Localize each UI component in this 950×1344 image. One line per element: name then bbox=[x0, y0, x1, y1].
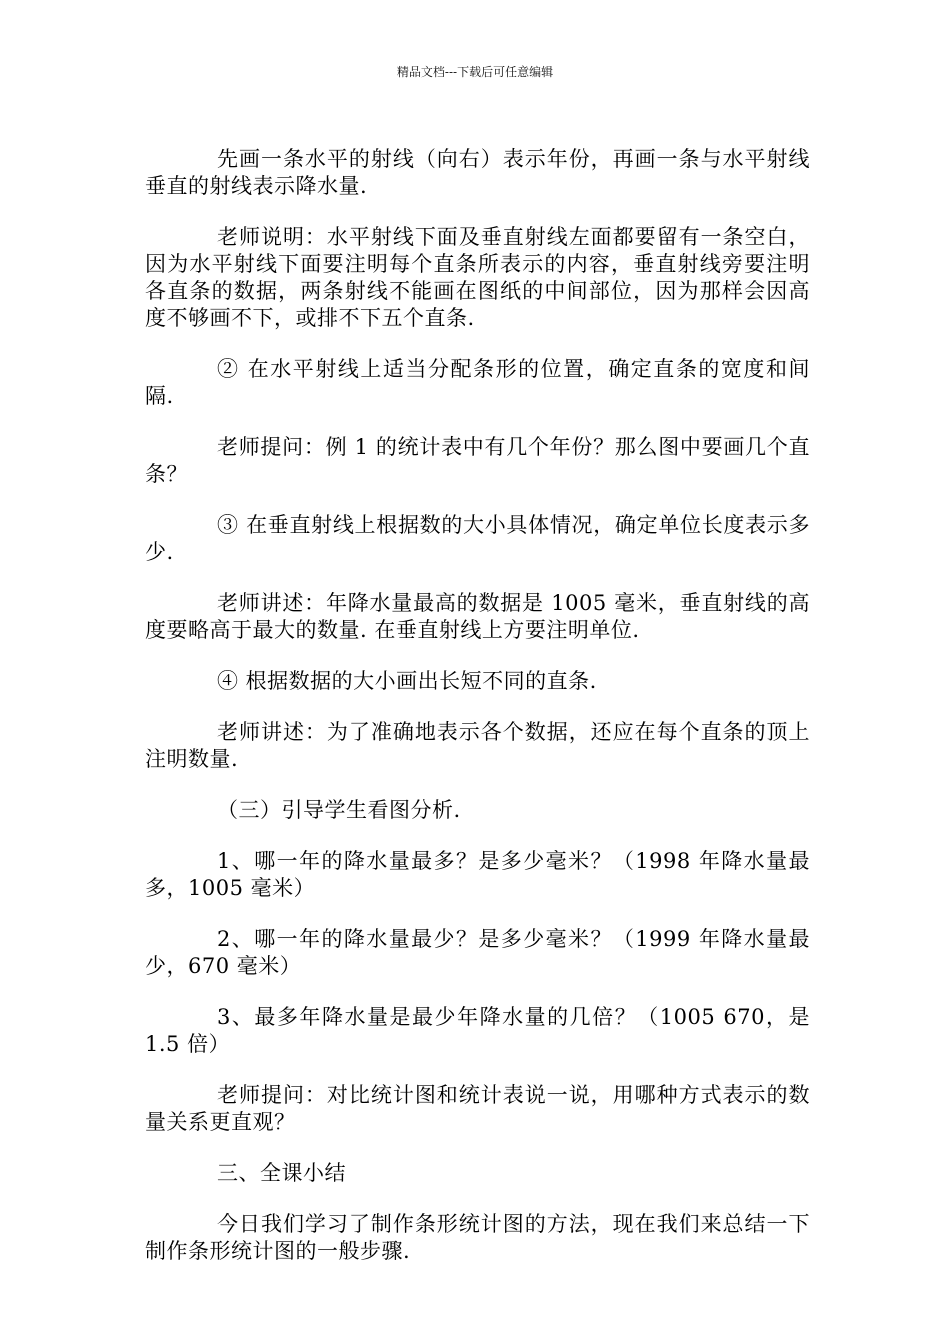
paragraph-teacher-question-years: 老师提问：例 1 的统计表中有几个年份？那么图中要画几个直条？ bbox=[145, 435, 810, 486]
question-3: 3、最多年降水量是最少年降水量的几倍？（1005 670，是 1.5 倍） bbox=[145, 1005, 810, 1056]
paragraph-summary: 今日我们学习了制作条形统计图的方法，现在我们来总结一下制作条形统计图的一般步骤. bbox=[145, 1212, 810, 1263]
document-body bbox=[145, 146, 810, 1289]
paragraph-draw-rays: 先画一条水平的射线（向右）表示年份，再画一条与水平射线垂直的射线表示降水量. bbox=[145, 147, 810, 198]
section-heading-analysis: （三）引导学生看图分析. bbox=[217, 798, 461, 822]
paragraph-teacher-question-compare: 老师提问：对比统计图和统计表说一说，用哪种方式表示的数量关系更直观？ bbox=[145, 1083, 810, 1134]
page-header: 精品文档---下载后可任意编辑 bbox=[396, 65, 554, 79]
paragraph-step-4: ④ 根据数据的大小画出长短不同的直条. bbox=[217, 669, 597, 693]
paragraph-teacher-explains-margins: 老师说明：水平射线下面及垂直射线左面都要留有一条空白，因为水平射线下面要注明每个直条所表示的内容，垂直射线旁要注明各直条的数据，两条射线不能画在图纸的中间部位，因为那样会因高度不够画不下，或排不下五个直条. bbox=[145, 225, 810, 330]
paragraph-teacher-explains-height: 老师讲述：年降水量最高的数据是 1005 毫米，垂直射线的高度要略高于最大的数量. 在垂直射线上方要注明单位. bbox=[145, 591, 810, 642]
paragraph-step-3: ③ 在垂直射线上根据数的大小具体情况，确定单位长度表示多少. bbox=[145, 513, 810, 564]
question-2: 2、哪一年的降水量最少？是多少毫米？（1999 年降水量最少，670 毫米） bbox=[145, 927, 810, 978]
paragraph-teacher-explains-labels: 老师讲述：为了准确地表示各个数据，还应在每个直条的顶上注明数量. bbox=[145, 720, 810, 771]
section-heading-summary: 三、全课小结 bbox=[217, 1161, 346, 1185]
paragraph-step-2: ② 在水平射线上适当分配条形的位置，确定直条的宽度和间隔. bbox=[145, 357, 810, 408]
question-1: 1、哪一年的降水量最多？是多少毫米？（1998 年降水量最多，1005 毫米） bbox=[145, 849, 810, 900]
